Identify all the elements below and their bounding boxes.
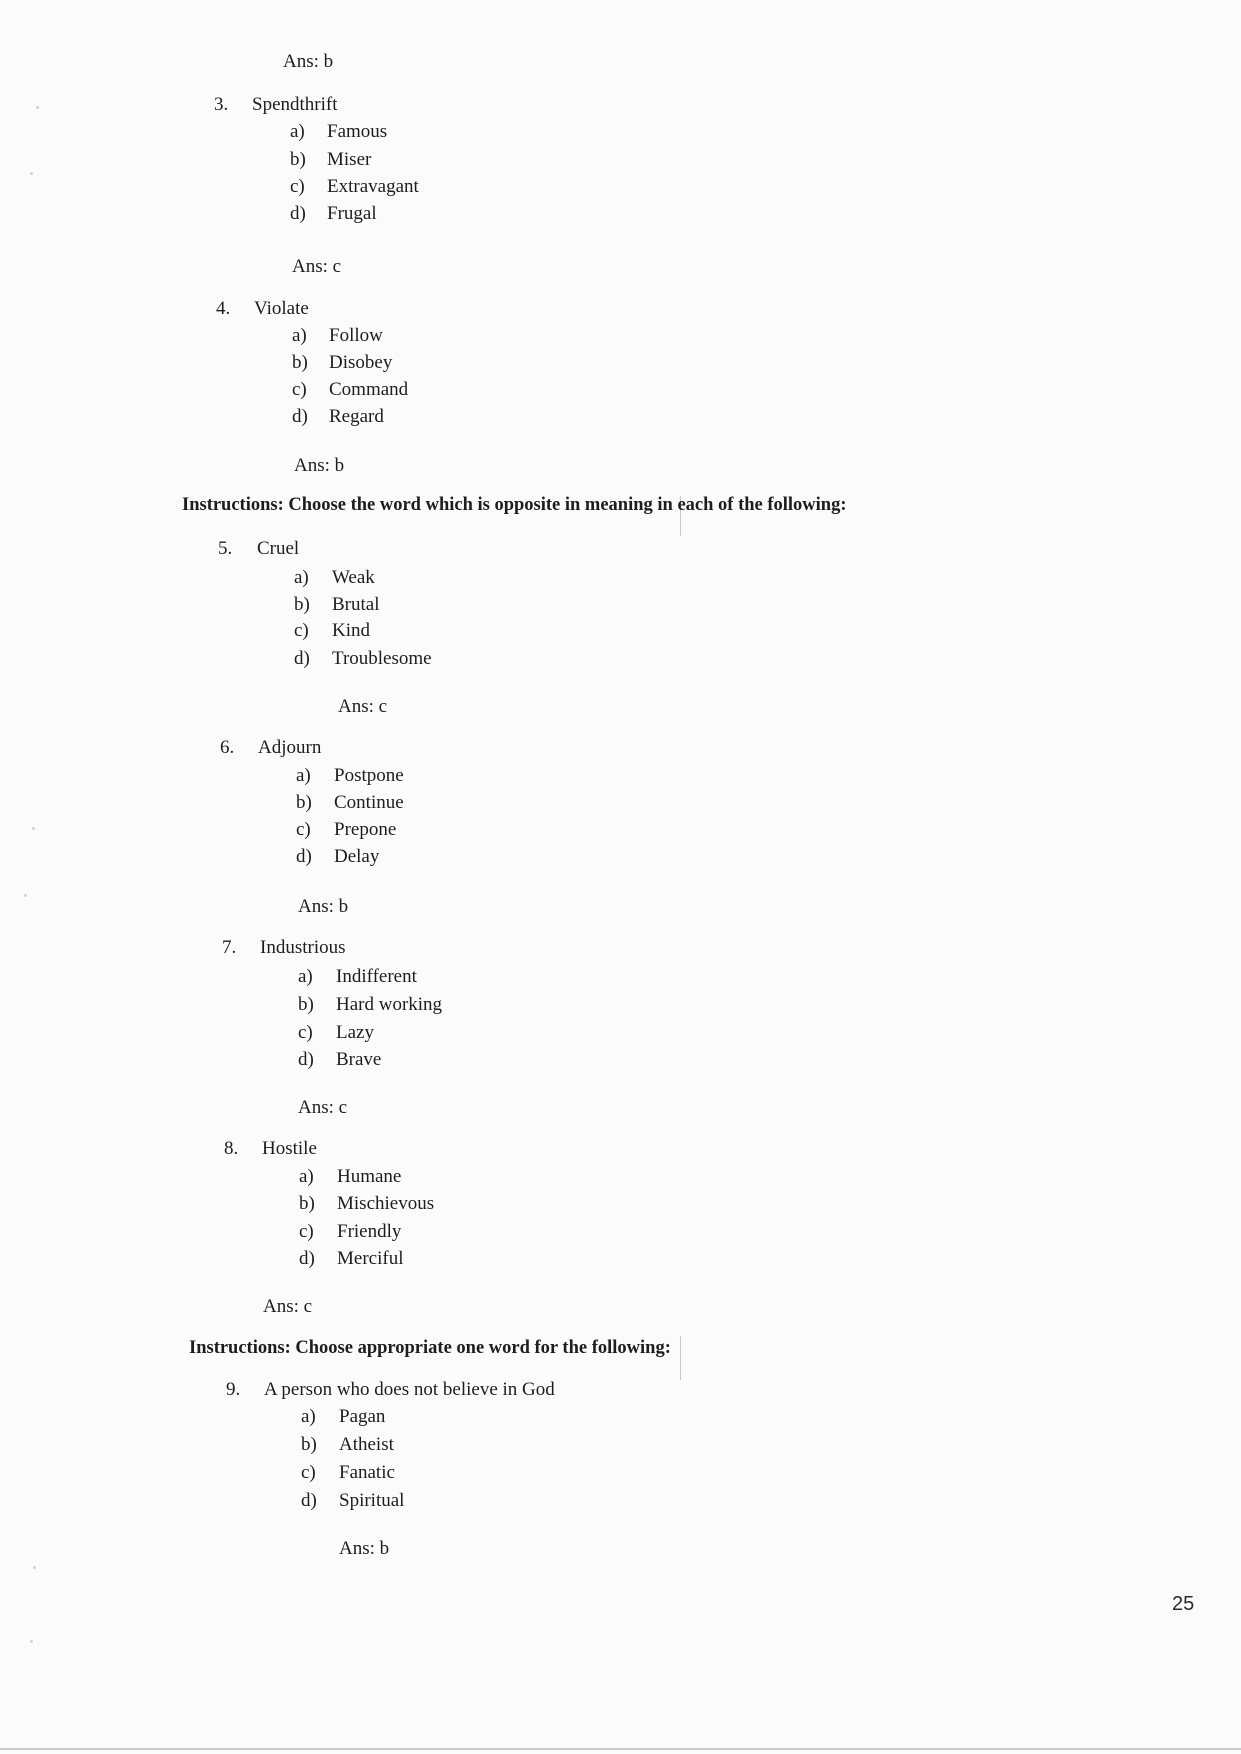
option-label: d): [299, 1248, 315, 1269]
option-text: Friendly: [337, 1221, 402, 1242]
option-text: Indifferent: [336, 966, 417, 987]
option-text: Hard working: [336, 994, 443, 1015]
option-label: c): [296, 819, 311, 840]
option-text: Mischievous: [337, 1193, 435, 1214]
option-text: Brave: [336, 1049, 382, 1070]
page-number: 25: [1172, 1593, 1195, 1615]
scan-speck: [24, 894, 27, 897]
answer-text: Ans: b: [294, 455, 345, 476]
option-label: b): [296, 792, 312, 813]
option-label: c): [292, 379, 307, 400]
question-word: Hostile: [262, 1138, 317, 1159]
instructions-one-word: Instructions: Choose appropriate one word for the following:: [189, 1338, 671, 1358]
option-label: d): [298, 1049, 314, 1070]
option-label: d): [290, 203, 306, 224]
option-text: Weak: [332, 567, 375, 588]
question-number: 5.: [218, 538, 233, 559]
option-label: a): [296, 765, 311, 786]
option-label: c): [299, 1221, 314, 1242]
option-label: b): [298, 994, 314, 1015]
question-word: Cruel: [257, 538, 300, 559]
answer-text: Ans: c: [263, 1296, 313, 1317]
option-label: a): [299, 1166, 314, 1187]
question-word: Violate: [254, 298, 309, 319]
question-number: 9.: [226, 1379, 241, 1400]
question-word: Adjourn: [258, 737, 322, 758]
option-text: Prepone: [334, 819, 397, 840]
option-label: b): [290, 149, 306, 170]
option-text: Follow: [329, 325, 383, 346]
scan-speck: [36, 106, 39, 109]
answer-text: Ans: b: [298, 896, 349, 917]
option-text: Humane: [337, 1166, 402, 1187]
option-label: c): [301, 1462, 316, 1483]
option-text: Regard: [329, 406, 384, 427]
option-text: Fanatic: [339, 1462, 395, 1483]
option-label: d): [296, 846, 312, 867]
answer-text: Ans: b: [339, 1538, 390, 1559]
scan-speck: [33, 1566, 36, 1569]
option-label: d): [294, 648, 310, 669]
option-label: d): [301, 1490, 317, 1511]
option-label: c): [294, 620, 309, 641]
question-number: 3.: [214, 94, 229, 115]
option-text: Delay: [334, 846, 380, 867]
question-word: Industrious: [260, 937, 346, 958]
option-label: c): [298, 1022, 313, 1043]
option-text: Lazy: [336, 1022, 374, 1043]
scan-speck: [32, 827, 35, 830]
answer-text: Ans: c: [292, 256, 342, 277]
option-label: a): [294, 567, 309, 588]
answer-text: Ans: c: [298, 1097, 348, 1118]
option-text: Famous: [327, 121, 388, 142]
option-text: Extravagant: [327, 176, 419, 197]
question-number: 7.: [222, 937, 237, 958]
option-text: Brutal: [332, 594, 380, 615]
option-text: Troublesome: [332, 648, 432, 669]
scan-speck: [30, 172, 33, 175]
answer-prev: Ans: b: [283, 51, 334, 72]
option-text: Kind: [332, 620, 370, 641]
option-text: Frugal: [327, 203, 377, 224]
option-text: Miser: [327, 149, 372, 170]
question-number: 6.: [220, 737, 235, 758]
option-label: a): [290, 121, 305, 142]
option-text: Merciful: [337, 1248, 404, 1269]
option-label: b): [299, 1193, 315, 1214]
instructions-opposite: Instructions: Choose the word which is opposite in meaning in each of the following:: [182, 495, 847, 515]
option-label: d): [292, 406, 308, 427]
page-bottom-edge: [0, 1748, 1241, 1750]
option-label: b): [292, 352, 308, 373]
option-text: Pagan: [339, 1406, 386, 1427]
option-text: Postpone: [334, 765, 404, 786]
page-fold-line: [680, 1336, 681, 1380]
question-number: 8.: [224, 1138, 239, 1159]
question-number: 4.: [216, 298, 231, 319]
question-word: A person who does not believe in God: [264, 1379, 555, 1400]
option-label: c): [290, 176, 305, 197]
option-text: Spiritual: [339, 1490, 405, 1511]
option-label: a): [301, 1406, 316, 1427]
option-text: Atheist: [339, 1434, 394, 1455]
option-label: b): [294, 594, 310, 615]
option-text: Disobey: [329, 352, 393, 373]
option-text: Command: [329, 379, 409, 400]
option-text: Continue: [334, 792, 404, 813]
scan-speck: [30, 1640, 33, 1643]
question-word: Spendthrift: [252, 94, 338, 115]
option-label: a): [298, 966, 313, 987]
option-label: a): [292, 325, 307, 346]
option-label: b): [301, 1434, 317, 1455]
answer-text: Ans: c: [338, 696, 388, 717]
